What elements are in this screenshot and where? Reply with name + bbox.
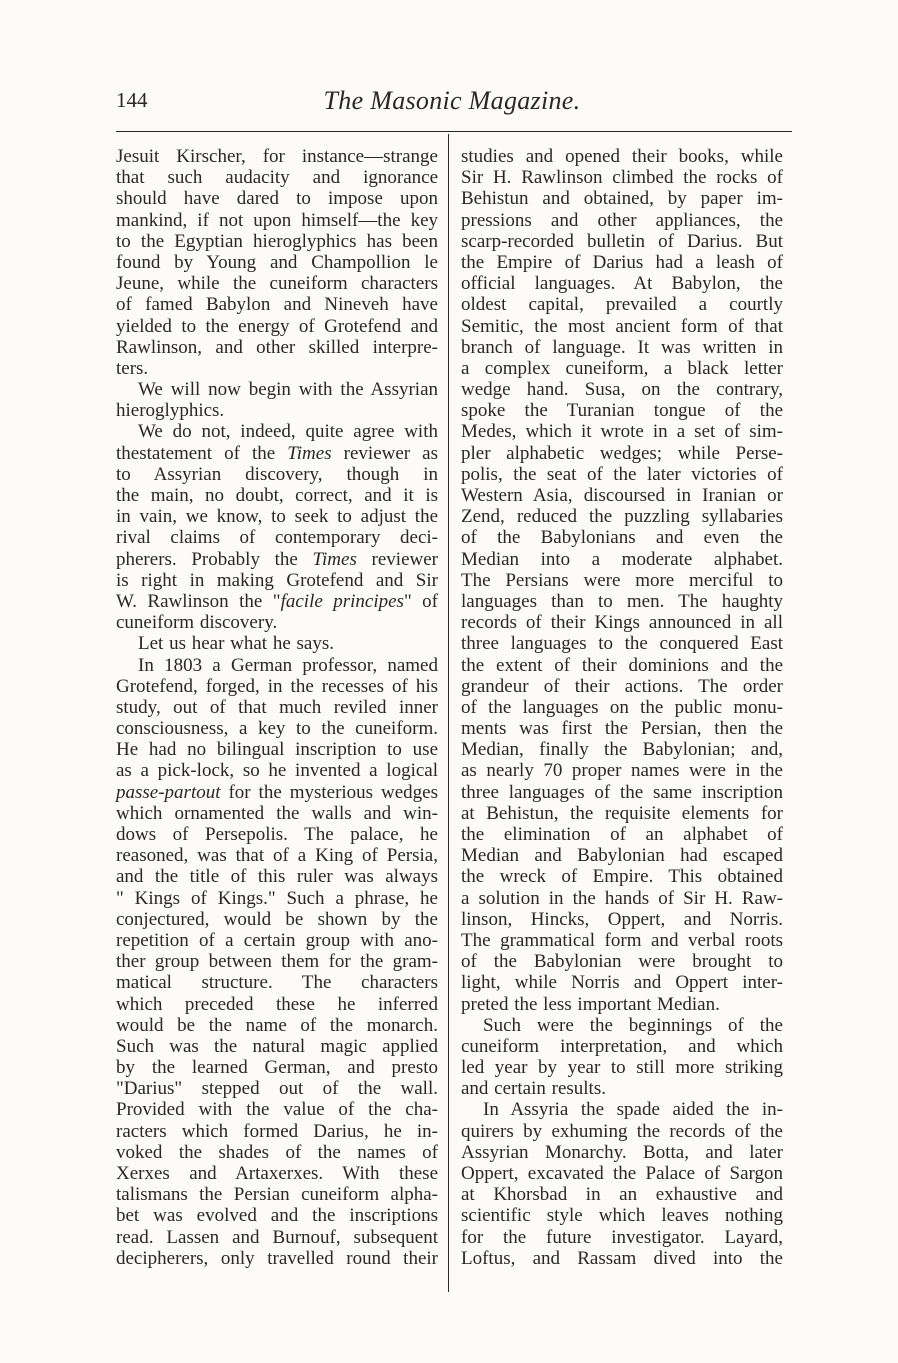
text-line: Grotefend, forged, in the recesses of his — [116, 675, 438, 697]
text-line: Medes, which it wrote in a set of sim- — [461, 421, 783, 443]
text-line: of famed Babylon and Nineveh have — [116, 294, 438, 316]
text-line: that such audacity and ignorance — [116, 167, 438, 189]
page-header — [116, 82, 788, 122]
text-line: repetition of a certain group with ano- — [116, 929, 438, 951]
text-line: The grammatical form and verbal roots — [461, 929, 783, 951]
text-line: three languages of the same inscription — [461, 781, 783, 803]
text-line: Jeune, while the cuneiform characters — [116, 273, 438, 295]
text-line: is right in making Grotefend and Sir — [116, 569, 438, 591]
text-line: study, out of that much reviled inner — [116, 696, 438, 718]
text-line: the extent of their dominions and the — [461, 654, 783, 676]
text-line: as a pick-lock, so he invented a logical — [116, 760, 438, 782]
text-line: conjectured, would be shown by the — [116, 908, 438, 930]
text-line: passe-partout for the mysterious wedges — [116, 781, 438, 803]
text-line: the elimination of an alphabet of — [461, 824, 783, 845]
text-line: In Assyria the spade aided the in- — [483, 1099, 783, 1121]
text-line: Sir H. Rawlinson climbed the rocks of — [461, 167, 783, 189]
text-line: a complex cuneiform, a black letter — [461, 357, 783, 379]
text-line: dows of Persepolis. The palace, he — [116, 824, 438, 845]
text-line: cuneiform discovery. — [116, 612, 278, 634]
text-line: branch of language. It was written in — [461, 336, 783, 358]
text-line: Loftus, and Rassam dived into the — [461, 1247, 783, 1269]
text-line: of the languages on the public monu- — [461, 696, 783, 718]
text-line: Median and Babylonian had escaped — [461, 845, 783, 867]
text-line: Xerxes and Artaxerxes. With these — [116, 1163, 438, 1184]
text-line: which preceded these he inferred — [116, 993, 438, 1015]
text-line: polis, the seat of the later victories of — [461, 463, 783, 485]
text-line: Zend, reduced the puzzling syllabaries — [461, 506, 783, 528]
text-line: wedge hand. Susa, on the contrary, — [461, 379, 783, 401]
text-line: Western Asia, discoursed in Iranian or — [461, 485, 783, 506]
text-line: light, while Norris and Oppert inter- — [461, 972, 783, 994]
text-line: and the title of this ruler was always — [116, 866, 438, 888]
text-line: quirers by exhuming the records of the — [461, 1120, 783, 1142]
text-line: official languages. At Babylon, the — [461, 273, 783, 295]
text-line: found by Young and Champollion le — [116, 251, 438, 273]
text-line: The Persians were more merciful to — [461, 569, 783, 591]
text-line: oldest capital, prevailed a courtly — [461, 294, 783, 316]
text-line: the wreck of Empire. This obtained — [461, 866, 783, 888]
text-line: languages than to men. The haughty — [461, 590, 783, 612]
text-line: In 1803 a German professor, named — [138, 654, 438, 676]
text-line: voked the shades of the names of — [116, 1141, 438, 1163]
text-line: Jesuit Kirscher, for instance—strange — [116, 146, 438, 167]
text-line: We will now begin with the Assyrian — [138, 379, 438, 401]
text-line: preted the less important Median. — [461, 993, 720, 1015]
text-line: yielded to the energy of Grotefend and — [116, 315, 438, 337]
text-line: "Darius" stepped out of the wall. — [116, 1078, 438, 1100]
text-line: Assyrian Monarchy. Botta, and later — [461, 1141, 783, 1163]
text-line: talismans the Persian cuneiform alpha- — [116, 1184, 438, 1206]
left-column — [116, 146, 438, 1269]
text-line: to the Egyptian hieroglyphics has been — [116, 230, 438, 252]
text-line: should have dared to impose upon — [116, 188, 438, 210]
text-line: rival claims of contemporary deci- — [116, 527, 438, 549]
text-line: We do not, indeed, quite agree with — [138, 421, 438, 443]
text-line: Behistun and obtained, by paper im- — [461, 188, 783, 210]
text-line: Median into a moderate alphabet. — [461, 548, 783, 570]
text-line: W. Rawlinson the "facile principes" of — [116, 590, 438, 612]
text-line: pherers. Probably the Times reviewer — [116, 548, 438, 570]
text-line: would be the name of the monarch. — [116, 1014, 438, 1036]
text-line: at Khorsbad in an exhaustive and — [461, 1184, 783, 1206]
right-column — [461, 146, 783, 1269]
header-rule — [116, 131, 792, 132]
text-line: pressions and other appliances, the — [461, 209, 783, 231]
text-line: ments was first the Persian, then the — [461, 718, 783, 740]
text-line: Semitic, the most ancient form of that — [461, 315, 783, 337]
text-line: consciousness, a key to the cuneiform. — [116, 718, 438, 740]
text-line: He had no bilingual inscription to use — [116, 739, 438, 761]
text-line: the Empire of Darius had a leash of — [461, 251, 783, 273]
text-line: Such was the natural magic applied — [116, 1035, 438, 1057]
text-line: Provided with the value of the cha- — [116, 1099, 438, 1121]
text-line: thestatement of the Times reviewer as — [116, 442, 439, 464]
text-line: for the future investigator. Layard, — [461, 1226, 783, 1248]
text-line: at Behistun, the requisite elements for — [461, 802, 783, 824]
text-line: Such were the beginnings of the — [483, 1014, 783, 1036]
text-line: bet was evolved and the inscriptions — [116, 1205, 438, 1227]
text-line: and certain results. — [461, 1078, 606, 1100]
text-line: ters. — [116, 357, 149, 379]
text-line: of the Babylonian were brought to — [461, 951, 783, 973]
text-line: spoke the Turanian tongue of the — [461, 400, 783, 422]
text-line: linson, Hincks, Oppert, and Norris. — [461, 908, 783, 930]
text-line: records of their Kings announced in all — [461, 612, 783, 634]
text-line: three languages to the conquered East — [461, 633, 783, 655]
text-line: in vain, we know, to seek to adjust the — [116, 506, 438, 528]
text-line: studies and opened their books, while — [461, 146, 783, 167]
text-line: cuneiform interpretation, and which — [461, 1035, 783, 1057]
text-line: scarp-recorded bulletin of Darius. But — [461, 230, 783, 252]
text-line: matical structure. The characters — [116, 972, 438, 994]
text-line: hieroglyphics. — [116, 400, 225, 422]
text-line: " Kings of Kings." Such a phrase, he — [116, 887, 438, 909]
text-line: Median, finally the Babylonian; and, — [461, 739, 783, 761]
running-title: The Masonic Magazine. — [323, 86, 581, 115]
text-line: the main, no doubt, correct, and it is — [116, 485, 438, 506]
text-line: Oppert, excavated the Palace of Sargon — [461, 1163, 783, 1184]
text-line: pler alphabetic wedges; while Perse- — [461, 442, 783, 464]
text-line: Let us hear what he says. — [138, 633, 334, 655]
text-line: decipherers, only travelled round their — [116, 1247, 438, 1269]
column-divider — [448, 134, 449, 1292]
text-line: scientific style which leaves nothing — [461, 1205, 783, 1227]
text-line: by the learned German, and presto — [116, 1057, 438, 1079]
text-line: of the Babylonians and even the — [461, 527, 783, 549]
text-line: grandeur of their actions. The order — [461, 675, 783, 697]
text-line: ther group between them for the gram- — [116, 951, 438, 973]
text-line: to Assyrian discovery, though in — [116, 463, 438, 485]
text-line: mankind, if not upon himself—the key — [116, 209, 438, 231]
text-line: racters which formed Darius, he in- — [116, 1120, 438, 1142]
text-line: which ornamented the walls and win- — [116, 802, 438, 824]
page-number: 144 — [116, 88, 148, 112]
text-line: reasoned, was that of a King of Persia, — [116, 845, 438, 867]
text-line: led year by year to still more striking — [461, 1057, 783, 1079]
text-line: Rawlinson, and other skilled interpre- — [116, 336, 438, 358]
text-line: as nearly 70 proper names were in the — [461, 760, 783, 782]
text-line: a solution in the hands of Sir H. Raw- — [461, 887, 783, 909]
text-line: read. Lassen and Burnouf, subsequent — [116, 1226, 438, 1248]
